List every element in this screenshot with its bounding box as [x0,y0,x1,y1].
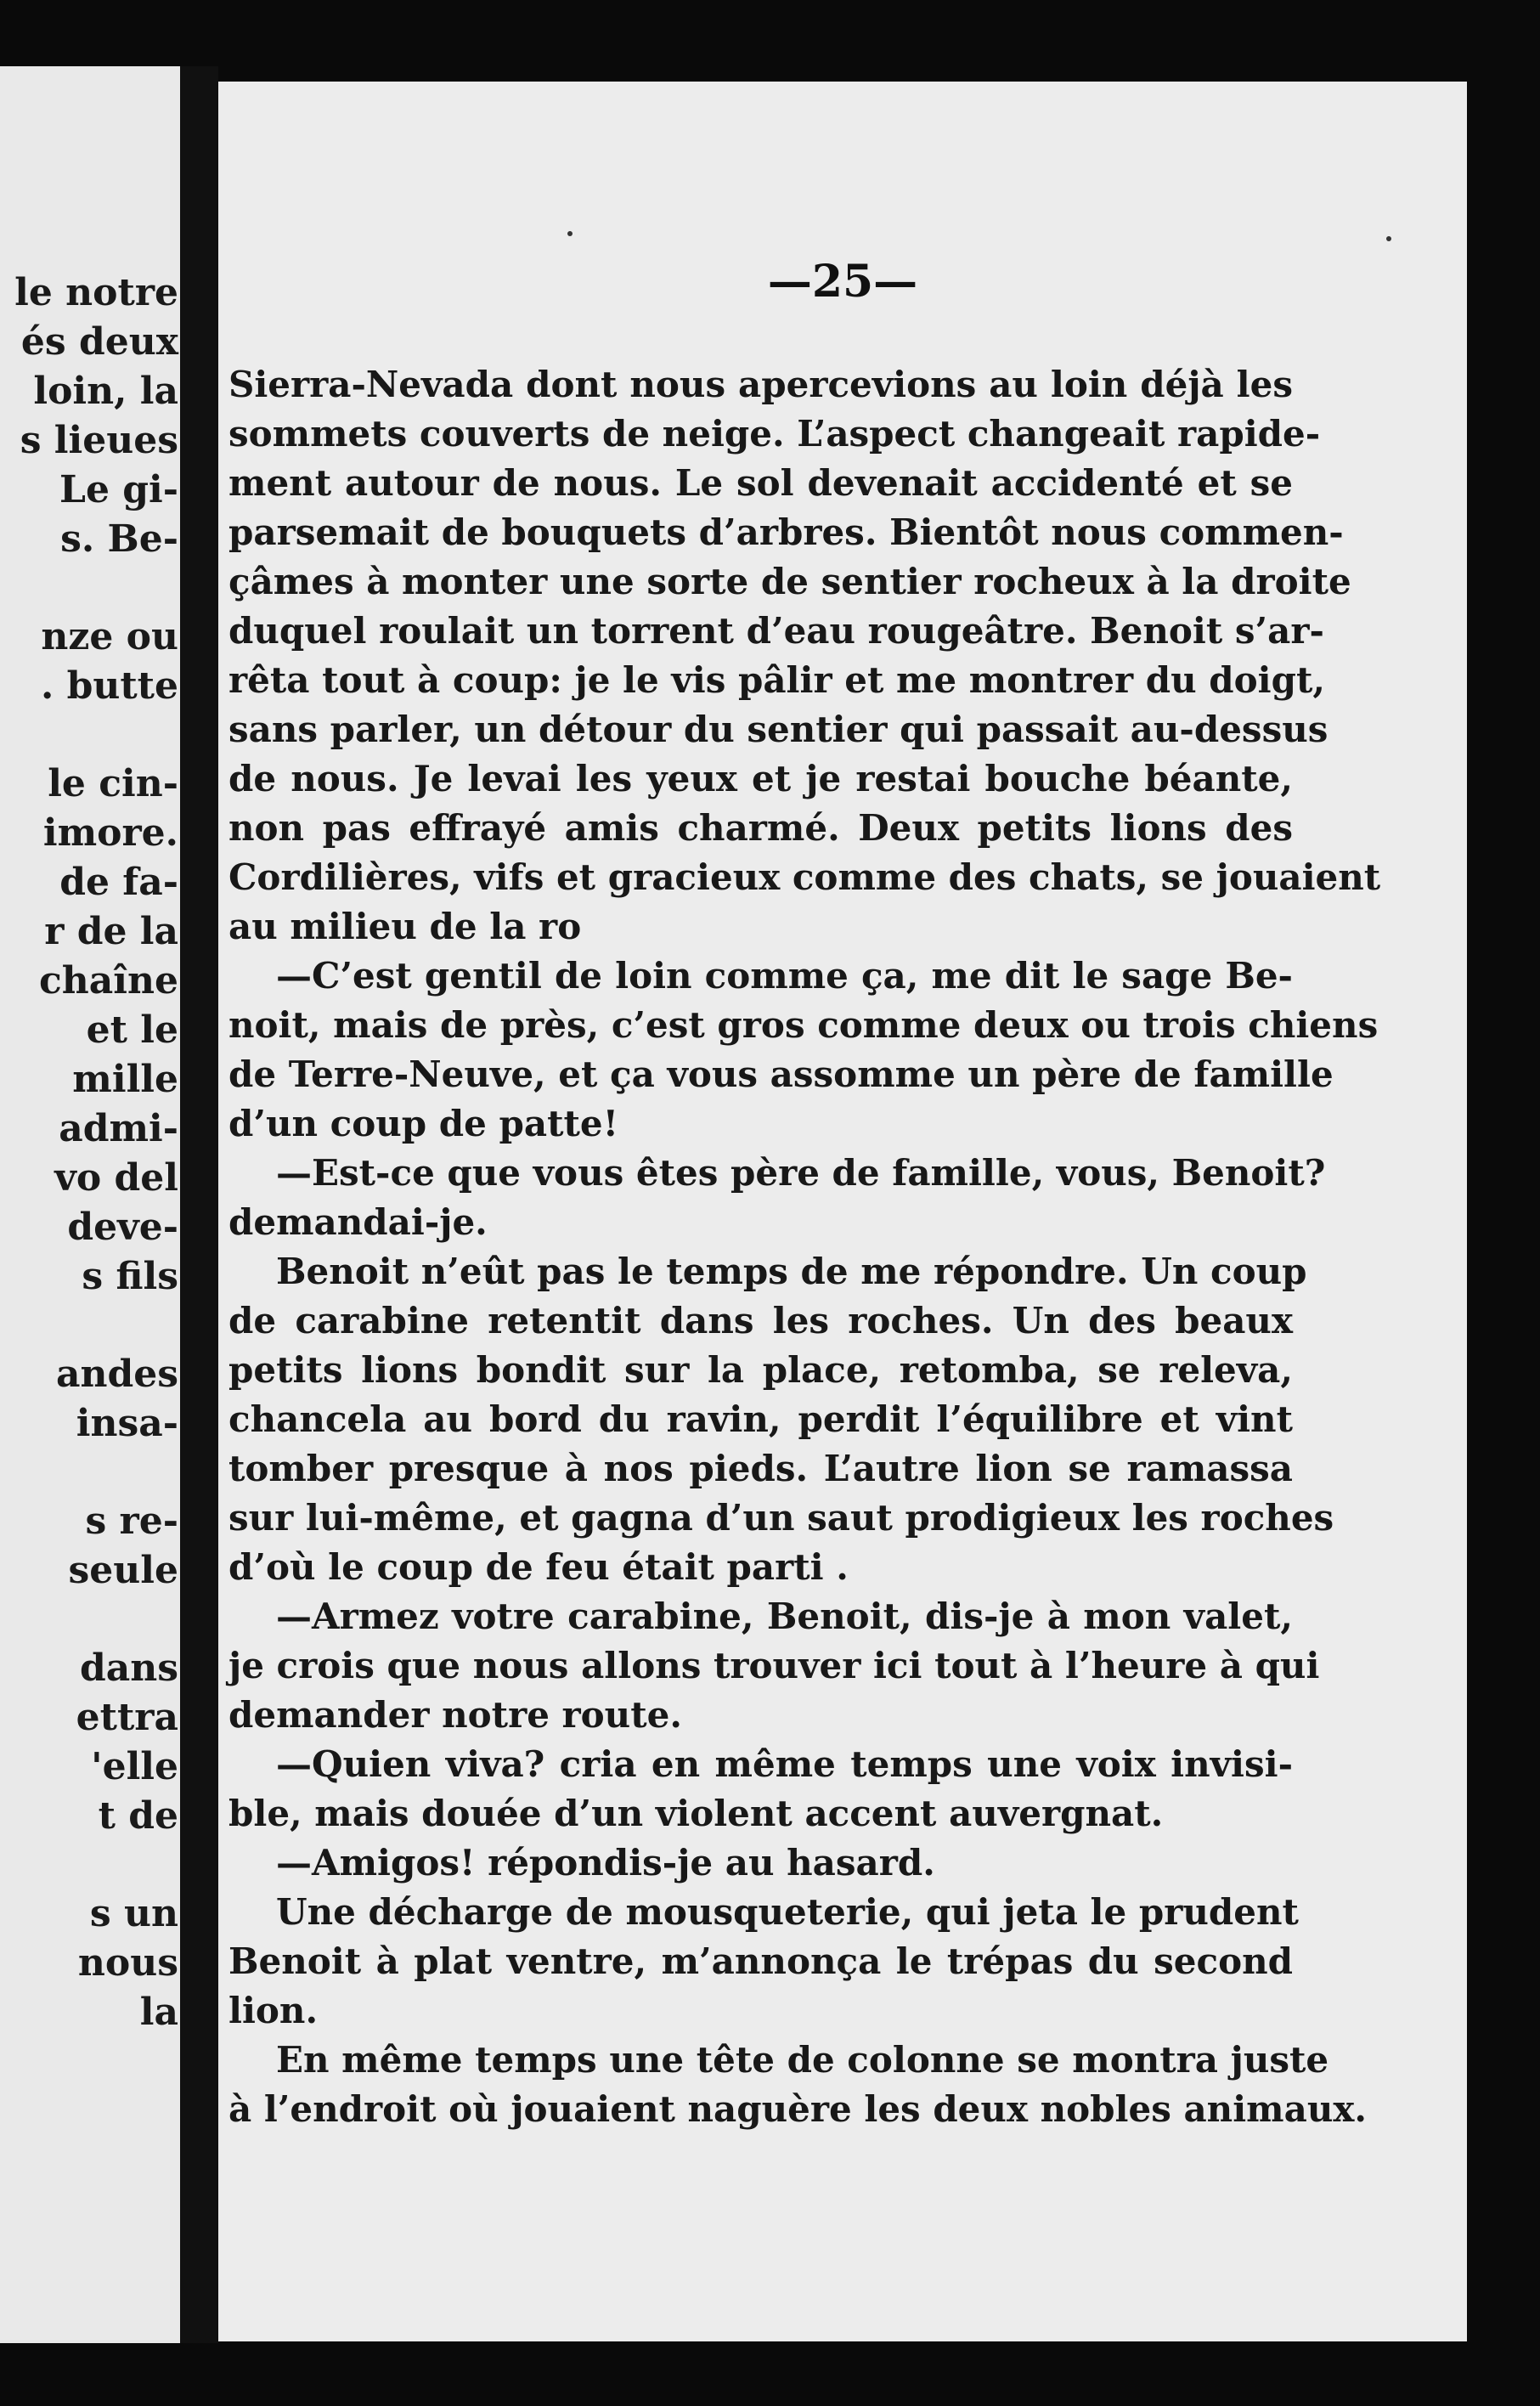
text-line: Une décharge de mousqueterie, qui jeta le prudent [276,1891,1299,1933]
text-line: de Terre-Neuve, et ça vous assomme un père de famille [228,1053,1334,1095]
left-page-line: admi- [59,1107,178,1150]
left-page-line: seule [68,1549,178,1592]
left-page-fragment [0,66,180,2343]
text-line: sur lui-même, et gagna d’un saut prodigieux les roches [228,1497,1334,1539]
left-page-line: r de la [44,910,178,953]
left-page-line: de fa- [59,861,178,904]
text-line: d’un coup de patte! [228,1103,619,1144]
left-page-line: dans [79,1646,178,1690]
left-page-line: chaîne [39,959,178,1002]
left-page-line: la [139,1991,178,2034]
text-line: chancela au bord du ravin, perdit l’équilibre et vint [228,1398,1293,1440]
left-page-line: s un [89,1892,178,1935]
left-page-line: és deux [20,320,178,364]
book-page [218,82,1467,2341]
text-line: lion. [228,1990,319,2031]
text-line: —Armez votre carabine, Benoit, dis-je à mon valet, [276,1596,1293,1637]
text-line: sommets couverts de neige. L’aspect changeait rapide- [228,413,1321,455]
text-line: ment autour de nous. Le sol devenait accidenté et se [228,462,1293,504]
text-line: de carabine retentit dans les roches. Un des beaux [228,1300,1293,1341]
left-page-line: nze ou [41,615,178,658]
text-line: petits lions bondit sur la place, retomba, se releva, [228,1349,1293,1391]
text-line: Benoit à plat ventre, m’annonça le trépas du second [228,1940,1293,1982]
text-line: Sierra-Nevada dont nous apercevions au loin déjà les [228,364,1293,405]
left-page-line: imore. [42,811,178,855]
speck [1386,236,1391,241]
left-page-line: nous [77,1941,178,1985]
page-number: —25— [767,256,918,308]
text-line: noit, mais de près, c’est gros comme deux ou trois chiens [228,1004,1379,1046]
text-line: de nous. Je levai les yeux et je restai bouche béante, [228,758,1293,799]
text-line: Cordilières, vifs et gracieux comme des chats, se jouaient [228,856,1381,898]
text-line: —Amigos! répondis-je au hasard. [276,1842,935,1884]
left-page-line: s. Be- [60,517,178,561]
left-page-line: loin, la [33,370,178,413]
text-line: d’où le coup de feu était parti . [228,1546,849,1588]
left-page-line: insa- [76,1402,178,1445]
text-line: non pas effrayé amis charmé. Deux petits lions des [228,807,1293,849]
left-page-line: et le [86,1008,178,1052]
left-page-line: . butte [40,664,178,708]
left-page-line: ettra [76,1696,178,1739]
text-line: tomber presque à nos pieds. L’autre lion se ramassa [228,1448,1293,1489]
left-page-line: s re- [85,1500,178,1543]
left-page-line: le notre [14,271,178,314]
page-text [228,360,1381,2134]
left-page-line: Le gi- [59,468,178,511]
text-line: je crois que nous allons trouver ici tout à l’heure à qui [228,1645,1320,1686]
text-line: En même temps une tête de colonne se montra juste [276,2039,1329,2081]
left-page-line: le cin- [48,762,178,805]
left-page-line: mille [72,1058,178,1101]
left-page-line: deve- [67,1206,178,1249]
text-line: rêta tout à coup: je le vis pâlir et me montrer du doigt, [228,659,1325,701]
text-line: —Est-ce que vous êtes père de famille, vous, Benoit? [276,1152,1326,1194]
text-line: çâmes à monter une sorte de sentier rocheux à la droite [228,561,1351,602]
left-page-line: 'elle [91,1745,178,1788]
text-line: au milieu de la ro [228,906,582,947]
speck [567,231,573,236]
text-line: sans parler, un détour du sentier qui passait au-dessus [228,709,1328,750]
left-page-line: s fils [82,1255,178,1298]
text-line: ble, mais douée d’un violent accent auvergnat. [228,1793,1164,1834]
text-line: duquel roulait un torrent d’eau rougeâtre. Benoit s’ar- [228,610,1324,652]
left-page-line: vo del [54,1156,178,1200]
left-page-line: t de [98,1794,178,1838]
left-page-line: andes [55,1353,178,1396]
book-gutter [180,66,218,2343]
text-line: demandai-je. [228,1201,488,1243]
text-line: demander notre route. [228,1694,682,1736]
text-line: à l’endroit où jouaient naguère les deux nobles animaux. [228,2088,1368,2130]
left-page-line: s lieues [20,419,178,462]
text-line: —Quien viva? cria en même temps une voix invisi- [276,1743,1293,1785]
text-line: Benoit n’eût pas le temps de me répondre. Un coup [276,1251,1307,1292]
text-line: parsemait de bouquets d’arbres. Bientôt nous commen- [228,511,1344,553]
text-line: —C’est gentil de loin comme ça, me dit le sage Be- [276,955,1293,997]
